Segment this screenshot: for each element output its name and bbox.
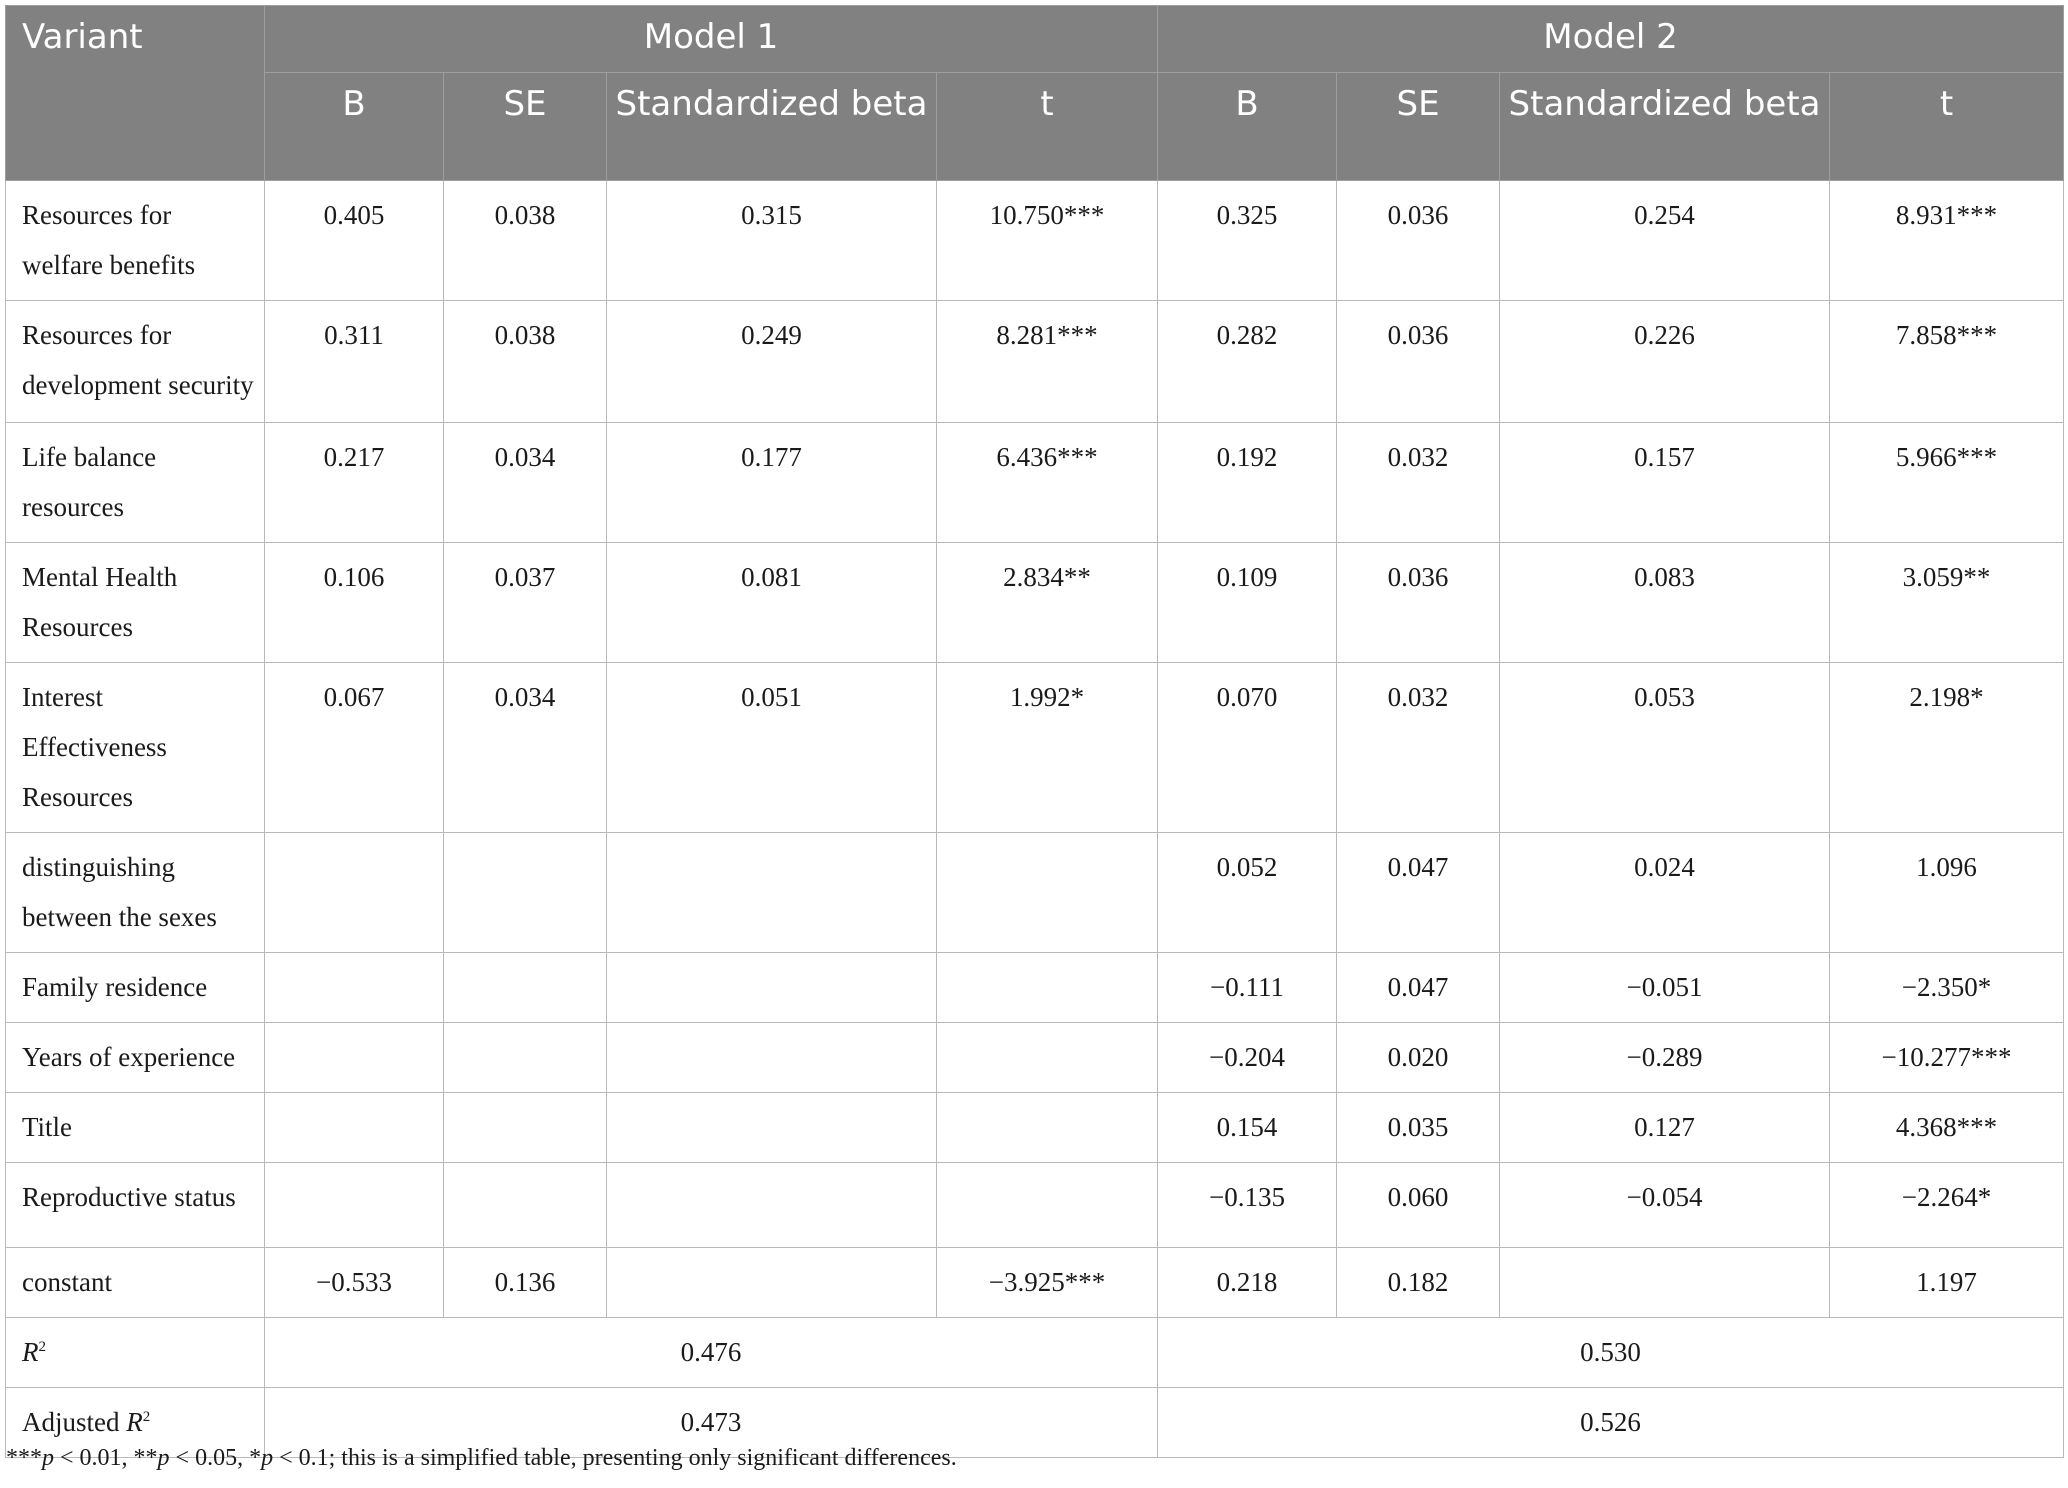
table-row (6, 1023, 2064, 1093)
table-cell: 0.106 (265, 543, 444, 663)
row-label: Title (6, 1093, 265, 1163)
row-label: Resources for welfare benefits (6, 181, 265, 301)
table-cell: 0.032 (1337, 423, 1500, 543)
header-b: B (1158, 73, 1337, 181)
row-label: Years of experience (6, 1023, 265, 1093)
table-cell: 0.081 (607, 543, 937, 663)
table-cell: 1.096 (1830, 833, 2064, 953)
table-cell (607, 1163, 937, 1248)
table-cell: −2.350* (1830, 953, 2064, 1023)
fit-value-model1: 0.476 (265, 1318, 1158, 1388)
row-label: Reproductive status (6, 1163, 265, 1248)
header-standardized-beta: Standardized beta (607, 73, 937, 181)
table-cell (444, 833, 607, 953)
row-label: Resources for development security (6, 301, 265, 423)
table-cell: 0.127 (1500, 1093, 1830, 1163)
table-cell: 0.157 (1500, 423, 1830, 543)
table-cell: 0.083 (1500, 543, 1830, 663)
table-cell: 10.750*** (937, 181, 1158, 301)
table-cell: 7.858*** (1830, 301, 2064, 423)
table-cell: 1.992* (937, 663, 1158, 833)
table-cell: 0.052 (1158, 833, 1337, 953)
table-cell: 5.966*** (1830, 423, 2064, 543)
table-cell: 0.036 (1337, 543, 1500, 663)
table-cell: 3.059** (1830, 543, 2064, 663)
fit-value-model1: 0.473 (265, 1388, 1158, 1458)
table-cell (607, 1093, 937, 1163)
table-cell (265, 1163, 444, 1248)
table-cell: 0.192 (1158, 423, 1337, 543)
table-cell: 0.051 (607, 663, 937, 833)
table-cell: 0.136 (444, 1248, 607, 1318)
table-cell (937, 1163, 1158, 1248)
table-cell: −0.289 (1500, 1023, 1830, 1093)
table-cell: 0.024 (1500, 833, 1830, 953)
table-cell (937, 833, 1158, 953)
table-cell: 8.931*** (1830, 181, 2064, 301)
table-cell: 0.311 (265, 301, 444, 423)
table-row (6, 1248, 2064, 1318)
table-cell: −0.111 (1158, 953, 1337, 1023)
table-cell: −0.533 (265, 1248, 444, 1318)
header-t: t (937, 73, 1158, 181)
table-cell: −0.051 (1500, 953, 1830, 1023)
table-cell (607, 1248, 937, 1318)
table-cell (444, 953, 607, 1023)
table-cell (607, 953, 937, 1023)
table-cell (265, 833, 444, 953)
table-row (6, 543, 2064, 663)
table-cell: 0.254 (1500, 181, 1830, 301)
table-row (6, 1163, 2064, 1248)
table-cell: 0.047 (1337, 833, 1500, 953)
table-header (6, 6, 2064, 181)
header-se: SE (444, 73, 607, 181)
row-label: $R^2$ (6, 1318, 265, 1388)
table-cell (265, 953, 444, 1023)
table-row (6, 833, 2064, 953)
table-cell: 4.368*** (1830, 1093, 2064, 1163)
row-label: Interest Effectiveness Resources (6, 663, 265, 833)
table-cell (937, 1093, 1158, 1163)
table-cell: 0.177 (607, 423, 937, 543)
table-cell: 0.034 (444, 423, 607, 543)
table-cell: 2.834** (937, 543, 1158, 663)
row-label: Adjusted $R^2$ (6, 1388, 265, 1458)
header-model-1: Model 1 (265, 6, 1158, 73)
table-cell: −3.925*** (937, 1248, 1158, 1318)
table-cell: 0.036 (1337, 301, 1500, 423)
table-cell: 0.405 (265, 181, 444, 301)
table-cell: 0.067 (265, 663, 444, 833)
table-cell (444, 1023, 607, 1093)
table-cell: 0.249 (607, 301, 937, 423)
fit-value-model2: 0.530 (1158, 1318, 2064, 1388)
table-row (6, 423, 2064, 543)
table-cell (937, 953, 1158, 1023)
table-cell (265, 1093, 444, 1163)
table-cell: −0.054 (1500, 1163, 1830, 1248)
header-model-2: Model 2 (1158, 6, 2064, 73)
table-row (6, 1093, 2064, 1163)
table-cell: −0.135 (1158, 1163, 1337, 1248)
header-variant: Variant (6, 6, 265, 181)
table-cell: −2.264* (1830, 1163, 2064, 1248)
table-cell (444, 1093, 607, 1163)
table-cell: 0.038 (444, 181, 607, 301)
table-cell: 0.038 (444, 301, 607, 423)
table-cell (1500, 1248, 1830, 1318)
table-cell: 0.226 (1500, 301, 1830, 423)
table-cell: 0.036 (1337, 181, 1500, 301)
table-row (6, 663, 2064, 833)
row-label: Mental Health Resources (6, 543, 265, 663)
table-row (6, 953, 2064, 1023)
table-cell: 0.060 (1337, 1163, 1500, 1248)
table-cell: 0.035 (1337, 1093, 1500, 1163)
row-label: distinguishing between the sexes (6, 833, 265, 953)
table-row (6, 181, 2064, 301)
header-se: SE (1337, 73, 1500, 181)
table-body (6, 181, 2064, 1458)
header-b: B (265, 73, 444, 181)
table-cell: 0.182 (1337, 1248, 1500, 1318)
table-cell: 0.020 (1337, 1023, 1500, 1093)
table-cell: 0.047 (1337, 953, 1500, 1023)
table-cell (444, 1163, 607, 1248)
table-cell: 0.109 (1158, 543, 1337, 663)
r-squared-row (6, 1318, 2064, 1388)
row-label: Family residence (6, 953, 265, 1023)
table-cell (607, 833, 937, 953)
regression-table (5, 5, 2064, 1458)
table-cell: 0.053 (1500, 663, 1830, 833)
table-cell (607, 1023, 937, 1093)
header-t: t (1830, 73, 2064, 181)
table-cell (937, 1023, 1158, 1093)
row-label: Life balance resources (6, 423, 265, 543)
table-footnote: ***p < 0.01, **p < 0.05, *p < 0.1; this is a simplified table, presenting only significant differences. (6, 1445, 957, 1471)
table-cell: 0.037 (444, 543, 607, 663)
table-cell: 6.436*** (937, 423, 1158, 543)
table-cell: 0.325 (1158, 181, 1337, 301)
fit-value-model2: 0.526 (1158, 1388, 2064, 1458)
table-cell: 0.034 (444, 663, 607, 833)
table-cell: 1.197 (1830, 1248, 2064, 1318)
table-cell: −10.277*** (1830, 1023, 2064, 1093)
table-cell: 0.315 (607, 181, 937, 301)
header-standardized-beta: Standardized beta (1500, 73, 1830, 181)
table-cell: 0.070 (1158, 663, 1337, 833)
table-cell (265, 1023, 444, 1093)
table-cell: −0.204 (1158, 1023, 1337, 1093)
table-cell: 0.217 (265, 423, 444, 543)
table-cell: 0.032 (1337, 663, 1500, 833)
table-cell: 0.218 (1158, 1248, 1337, 1318)
table-cell: 0.154 (1158, 1093, 1337, 1163)
row-label: constant (6, 1248, 265, 1318)
table-cell: 0.282 (1158, 301, 1337, 423)
table-row (6, 301, 2064, 423)
table-cell: 8.281*** (937, 301, 1158, 423)
table-cell: 2.198* (1830, 663, 2064, 833)
